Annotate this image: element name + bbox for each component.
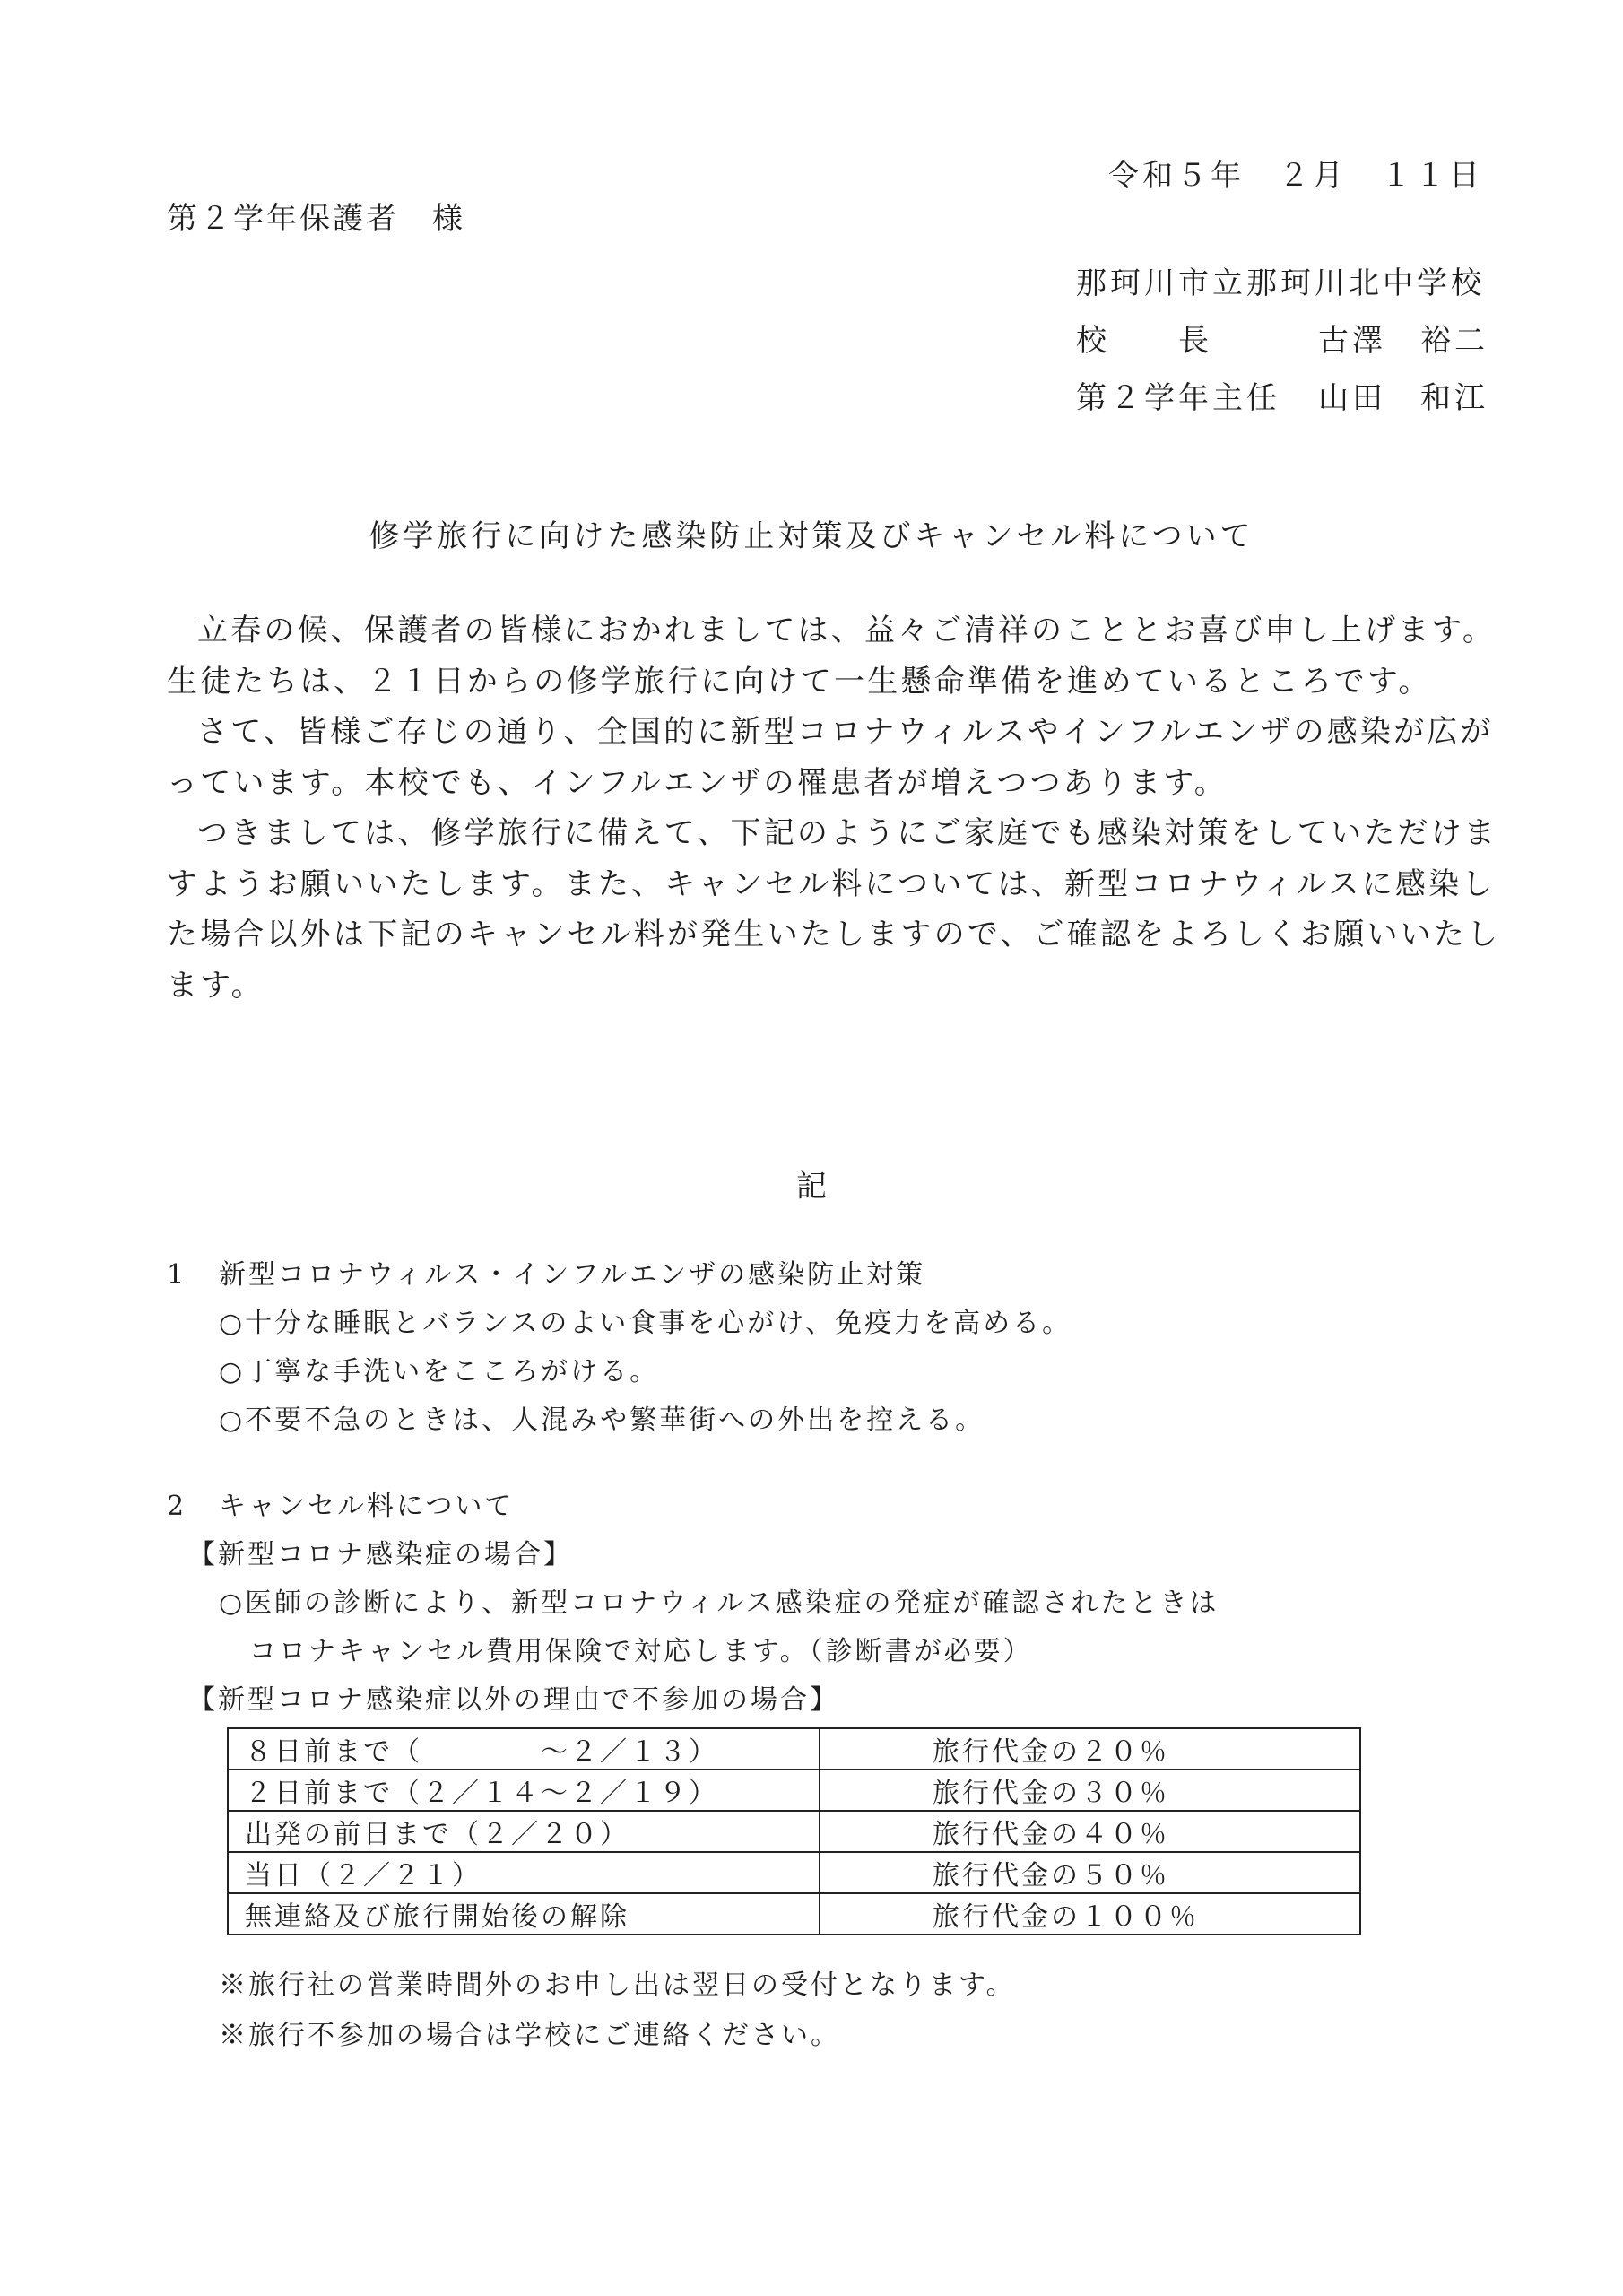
- section-title: キャンセル料について: [219, 1491, 515, 1522]
- covid-case-text: ○医師の診断により、新型コロナウィルス感染症の発症が確認されたときは: [219, 1587, 1219, 1619]
- other-case-label: 【新型コロナ感染症以外の理由で不参加の場合】: [188, 1684, 839, 1716]
- chief-role: 第２学年主任: [1076, 380, 1280, 416]
- period-cell: ２日前まで（２／１４～２／１９）: [228, 1770, 820, 1811]
- fee-cell: 旅行代金の４０％: [820, 1811, 1360, 1852]
- sender-grade-chief: [1076, 373, 1488, 417]
- fee-cell: 旅行代金の２０％: [820, 1728, 1360, 1770]
- principal-name: 古澤 裕二: [1318, 323, 1488, 359]
- list-item: ○丁寧な手洗いをこころがける。: [219, 1356, 660, 1387]
- principal-role: 校 長: [1076, 323, 1212, 359]
- period-cell: 出発の前日まで（２／２０）: [228, 1811, 820, 1852]
- paragraph: さて、皆様ご存じの通り、全国的に新型コロナウィルスやインフルエンザの感染が広がっています。本校でも、インフルエンザの罹患者が増えつつあります。: [167, 714, 1494, 801]
- section-title: 新型コロナウィルス・インフルエンザの感染防止対策: [219, 1259, 926, 1291]
- period-cell: ８日前まで（ ～２／１３）: [228, 1728, 820, 1770]
- notes: [219, 1961, 1016, 2061]
- body-text: [167, 605, 1503, 1011]
- fee-cell: 旅行代金の１００％: [820, 1893, 1360, 1935]
- section-number: 2: [167, 1491, 187, 1522]
- note: ※旅行不参加の場合は学校にご連絡ください。: [219, 2020, 840, 2051]
- addressee: 第２学年保護者 様: [167, 201, 465, 237]
- period-cell: 無連絡及び旅行開始後の解除: [228, 1893, 820, 1935]
- document-title: 修学旅行に向けた感染防止対策及びキャンセル料について: [369, 518, 1254, 554]
- section-heading: [167, 1251, 1072, 1300]
- note: ※旅行社の営業時間外のお申し出は翌日の受付となります。: [219, 1970, 1016, 2001]
- section-number: 1: [167, 1259, 187, 1291]
- chief-name: 山田 和江: [1318, 380, 1488, 416]
- paragraph: 立春の候、保護者の皆様におかれましては、益々ご清祥のこととお喜び申し上げます。生徒たちは、２１日からの修学旅行に向けて一生懸命準備を進めているところです。: [167, 613, 1497, 700]
- section-infection-prevention: [167, 1251, 1072, 1445]
- sender-principal: [1076, 316, 1488, 360]
- list-item: ○十分な睡眠とバランスのよい食事を心がけ、免疫力を高める。: [219, 1308, 1072, 1339]
- covid-case-label: 【新型コロナ感染症の場合】: [188, 1539, 573, 1570]
- fee-cell: 旅行代金の５０％: [820, 1852, 1360, 1893]
- paragraph: つきましては、修学旅行に備えて、下記のようにご家庭でも感染対策をしていただけますようお願いいたします。また、キャンセル料については、新型コロナウィルスに感染した場合以外は下記のキャンセル料が発生いたしますので、ご確認をよろしくお願いいたします。: [167, 815, 1501, 1004]
- section-heading: [167, 1483, 1219, 1531]
- document-date: 令和５年 ２月 １１日: [1108, 158, 1483, 194]
- covid-case-text-continued: コロナキャンセル費用保険で対応します。（診断書が必要）: [249, 1636, 1033, 1667]
- section-cancellation: [167, 1483, 1219, 1725]
- cancellation-fee-table: [227, 1727, 1361, 1935]
- table-row: [228, 1728, 1360, 1770]
- period-cell: 当日（２／２１）: [228, 1852, 820, 1893]
- table-row: [228, 1893, 1360, 1935]
- fee-cell: 旅行代金の３０％: [820, 1770, 1360, 1811]
- list-item: ○不要不急のときは、人混みや繁華街への外出を控える。: [219, 1405, 985, 1436]
- sender-school: 那珂川市立那珂川北中学校: [1076, 265, 1485, 301]
- table-row: [228, 1852, 1360, 1893]
- table-row: [228, 1811, 1360, 1852]
- ki-heading: 記: [796, 1169, 827, 1205]
- table-row: [228, 1770, 1360, 1811]
